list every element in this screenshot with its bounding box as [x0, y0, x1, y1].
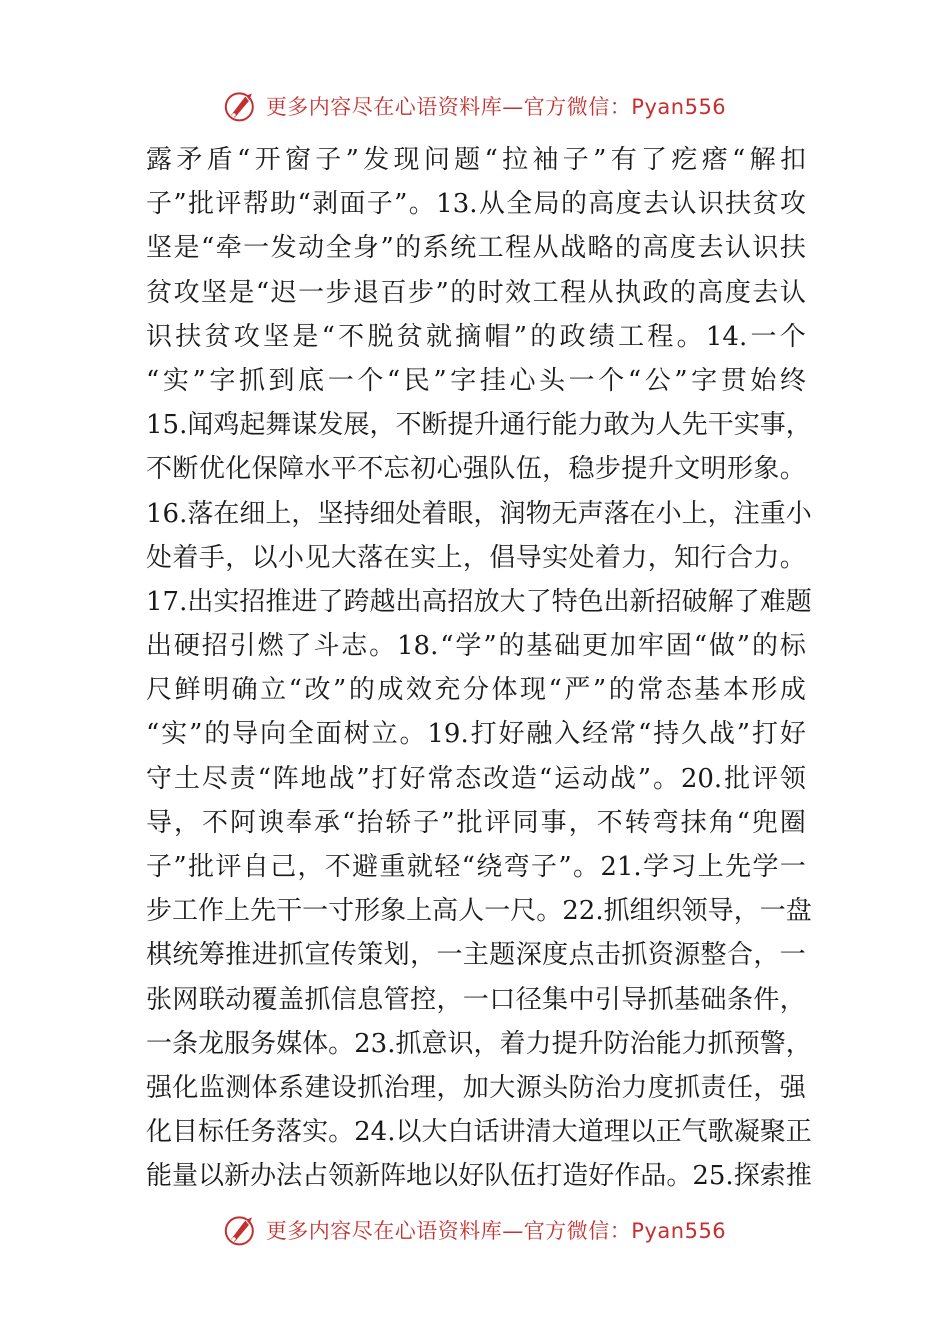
- body-line: 尺 鲜 明 确 立 “ 改 ” 的 成 效 充 分 体 现 “ 严 ” 的 常 态 基 本 形 成: [146, 675, 806, 706]
- body-line: 处 着 手 ， 以 小 见 大 落 在 实 上 ， 倡 导 实 处 着 力 ， 知 行 合 力 。: [146, 542, 806, 573]
- body-line: 化 目 标 任 务 落 实 。 24. 以 大 白 话 讲 清 大 道 理 以 正 气 歌 凝 聚 正: [146, 1117, 812, 1148]
- body-line: 棋 统 筹 推 进 抓 宣 传 策 划 ， 一 主 题 深 度 点 击 抓 资 源 整 合 ， 一: [146, 940, 806, 971]
- body-line: “ 实 ” 的 导 向 全 面 树 立 。 19. 打 好 融 入 经 常 “ 持 久 战 ” 打 好: [146, 719, 806, 750]
- header-banner-text: 更多内容尽在心语资料库—官方微信：Pyan556: [265, 95, 727, 119]
- body-line: 守 土 尽 责 “ 阵 地 战 ” 打 好 常 态 改 造 “ 运 动 战 ” 。 20. 批 评 领: [146, 763, 806, 794]
- body-line: 15. 闻 鸡 起 舞 谋 发 展 ， 不 断 提 升 通 行 能 力 敢 为 人 先 干 实 事 ，: [146, 410, 812, 441]
- body-line: “ 实 ” 字 抓 到 底 一 个 “ 民 ” 字 挂 心 头 一 个 “ 公 ” 字 贯 始 终: [146, 365, 806, 396]
- body-line: 识 扶 贫 攻 坚 是 “ 不 脱 贫 就 摘 帽 ” 的 政 绩 工 程 。 14. 一 个: [146, 321, 806, 352]
- body-line: 一 条 龙 服 务 媒 体 。 23. 抓 意 识 ， 着 力 提 升 防 治 能 力 抓 预 警 ，: [146, 1028, 812, 1059]
- body-line: 露 矛 盾 “ 开 窗 子 ” 发 现 问 题 “ 拉 袖 子 ” 有 了 疙 瘩 “ 解 扣: [146, 145, 806, 175]
- body-line: 16. 落 在 细 上 ， 坚 持 细 处 着 眼 ， 润 物 无 声 落 在 小 上 ， 注 重 小: [146, 498, 812, 529]
- body-line: 子 ” 批 评 帮 助 “ 剥 面 子 ” 。 13. 从 全 局 的 高 度 去 认 识 扶 贫 攻: [146, 189, 806, 220]
- body-line: 能 量 以 新 办 法 占 领 新 阵 地 以 好 队 伍 打 造 好 作 品 。 25. 探 索 推: [146, 1161, 812, 1192]
- body-line: 不 断 优 化 保 障 水 平 不 忘 初 心 强 队 伍 ， 稳 步 提 升 文 明 形 象 。: [146, 454, 806, 485]
- document-body: [146, 138, 812, 1199]
- footer-banner: [0, 1208, 950, 1252]
- body-line: 步 工 作 上 先 干 一 寸 形 象 上 高 人 一 尺 。 22. 抓 组 织 领 导 ， 一 盘: [146, 896, 812, 927]
- body-line: 贫 攻 坚 是 “ 迟 一 步 退 百 步 ” 的 时 效 工 程 从 执 政 的 高 度 去 认: [146, 277, 806, 308]
- body-line: 子 ” 批 评 自 己 ， 不 避 重 就 轻 “ 绕 弯 子 ” 。 21. 学 习 上 先 学 一: [146, 852, 806, 882]
- footer-banner-text: 更多内容尽在心语资料库—官方微信：Pyan556: [265, 1219, 727, 1243]
- body-line: 强 化 监 测 体 系 建 设 抓 治 理 ， 加 大 源 头 防 治 力 度 抓 责 任 ， 强: [146, 1072, 806, 1103]
- body-line: 17. 出 实 招 推 进 了 跨 越 出 高 招 放 大 了 特 色 出 新 招 破 解 了 难 题: [146, 586, 812, 617]
- body-line: 张 网 联 动 覆 盖 抓 信 息 管 控 ， 一 口 径 集 中 引 导 抓 基 础 条 件 ，: [146, 984, 806, 1015]
- body-line: 出 硬 招 引 燃 了 斗 志 。 18. “ 学 ” 的 基 础 更 加 牢 固 “ 做 ” 的 标: [146, 631, 806, 662]
- body-line: 导 ， 不 阿 谀 奉 承 “ 抬 轿 子 ” 批 评 同 事 ， 不 转 弯 抹 角 “ 兜 圈: [146, 807, 806, 838]
- pen-nib-logo-icon: [224, 1212, 260, 1248]
- header-banner: [0, 84, 950, 128]
- pen-nib-logo-icon: [224, 88, 260, 124]
- body-line: 坚 是 “ 牵 一 发 动 全 身 ” 的 系 统 工 程 从 战 略 的 高 度 去 认 识 扶: [146, 233, 806, 264]
